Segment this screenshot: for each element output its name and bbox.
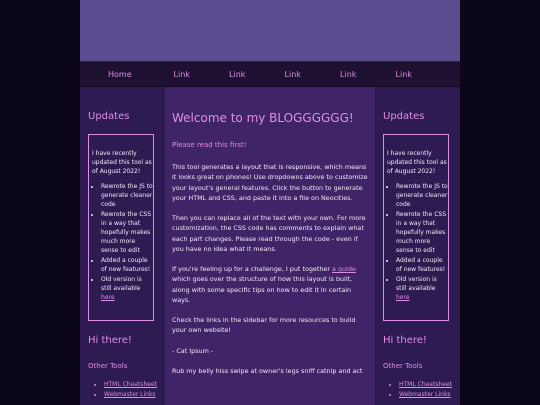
right-box-item: • Rewrote the CSS in a way that hopefully makes much more sense to edit [396,210,448,255]
right-old-version-text: Old version is still available [396,276,437,292]
right-box-item: • Added a couple of new features! [396,256,448,274]
left-hi-heading: Hi there! [88,335,132,346]
right-tools-heading: Other Tools [383,362,423,370]
paragraph: Then you can replace all of the text with your own. For more customization, the CSS code has comments to explain what each part changes. Please read through the code - even if you have no idea what it means. [172,214,366,253]
paragraph [172,264,370,305]
nav-link-5[interactable]: Link [395,69,412,79]
left-box-item: • Added a couple of new features! [101,256,153,274]
left-tool-webmaster-links[interactable]: Webmaster Links [104,390,156,398]
paragraph: - Cat Ipsum - [172,346,214,355]
right-tool-webmaster-links[interactable]: Webmaster Links [399,390,451,398]
paragraph: Check the links in the sidebar for more resources to build your own website! [172,316,356,335]
header-banner [80,0,460,62]
nav-link-4[interactable]: Link [340,69,357,79]
nav-home[interactable]: Home [108,69,132,79]
read-first-heading: Please read this first! [172,141,247,149]
left-box-list [92,182,153,302]
left-old-version-link[interactable]: here [101,294,115,301]
right-box-item [396,275,448,302]
paragraph-text: which goes over the structure of how this layout is built, along with some specific tips on how to edit it in certain ways. [172,275,353,304]
top-nav [80,62,460,86]
list-item [399,390,452,400]
paragraph: Rub my belly hiss swipe at owner's legs sniff catnip and act [172,366,363,375]
right-box-intro: I have recently updated this tool as of August 2022! [387,150,447,175]
right-box-item: • Rewrote the JS to generate cleaner code [396,182,448,209]
nav-link-1[interactable]: Link [173,69,190,79]
page-title: Welcome to my BLOGGGGGG! [172,111,354,125]
right-tools-list [383,380,452,399]
right-old-version-link[interactable]: here [396,294,410,301]
right-box-list [387,182,448,302]
main-body [172,162,370,386]
guide-link[interactable]: a guide [332,265,356,273]
left-old-version-text: Old version is still available [101,276,142,292]
paragraph: This tool generates a layout that is responsive, which means it looks great on phones! Use dropdowns above to customize your layout's general features. Click the button to generate your HTML and CSS, and paste it into a file on Neocities. [172,163,368,202]
left-sidebar [80,87,165,405]
right-updates-box [383,134,449,321]
paragraph-text: If you're feeling up for a challenge, I put together [172,265,332,273]
right-sidebar [375,87,460,405]
content-columns [80,87,460,405]
list-item [399,380,452,390]
list-item [104,390,157,400]
left-updates-box [88,134,154,321]
left-box-item: • Rewrote the JS to generate cleaner code [101,182,153,209]
left-updates-heading: Updates [88,111,130,122]
left-box-item: • Rewrote the CSS in a way that hopefully makes much more sense to edit [101,210,153,255]
main-content [165,87,375,405]
right-tool-html-cheatsheet[interactable]: HTML Cheatsheet [399,381,452,388]
right-hi-heading: Hi there! [383,335,427,346]
nav-link-2[interactable]: Link [229,69,246,79]
right-updates-heading: Updates [383,111,425,122]
left-box-intro: I have recently updated this tool as of August 2022! [92,150,152,175]
page [80,0,460,405]
left-tools-heading: Other Tools [88,362,128,370]
left-tools-list [88,380,157,399]
left-box-item [101,275,153,302]
left-tool-html-cheatsheet[interactable]: HTML Cheatsheet [104,381,157,388]
nav-link-3[interactable]: Link [284,69,301,79]
list-item [104,380,157,390]
